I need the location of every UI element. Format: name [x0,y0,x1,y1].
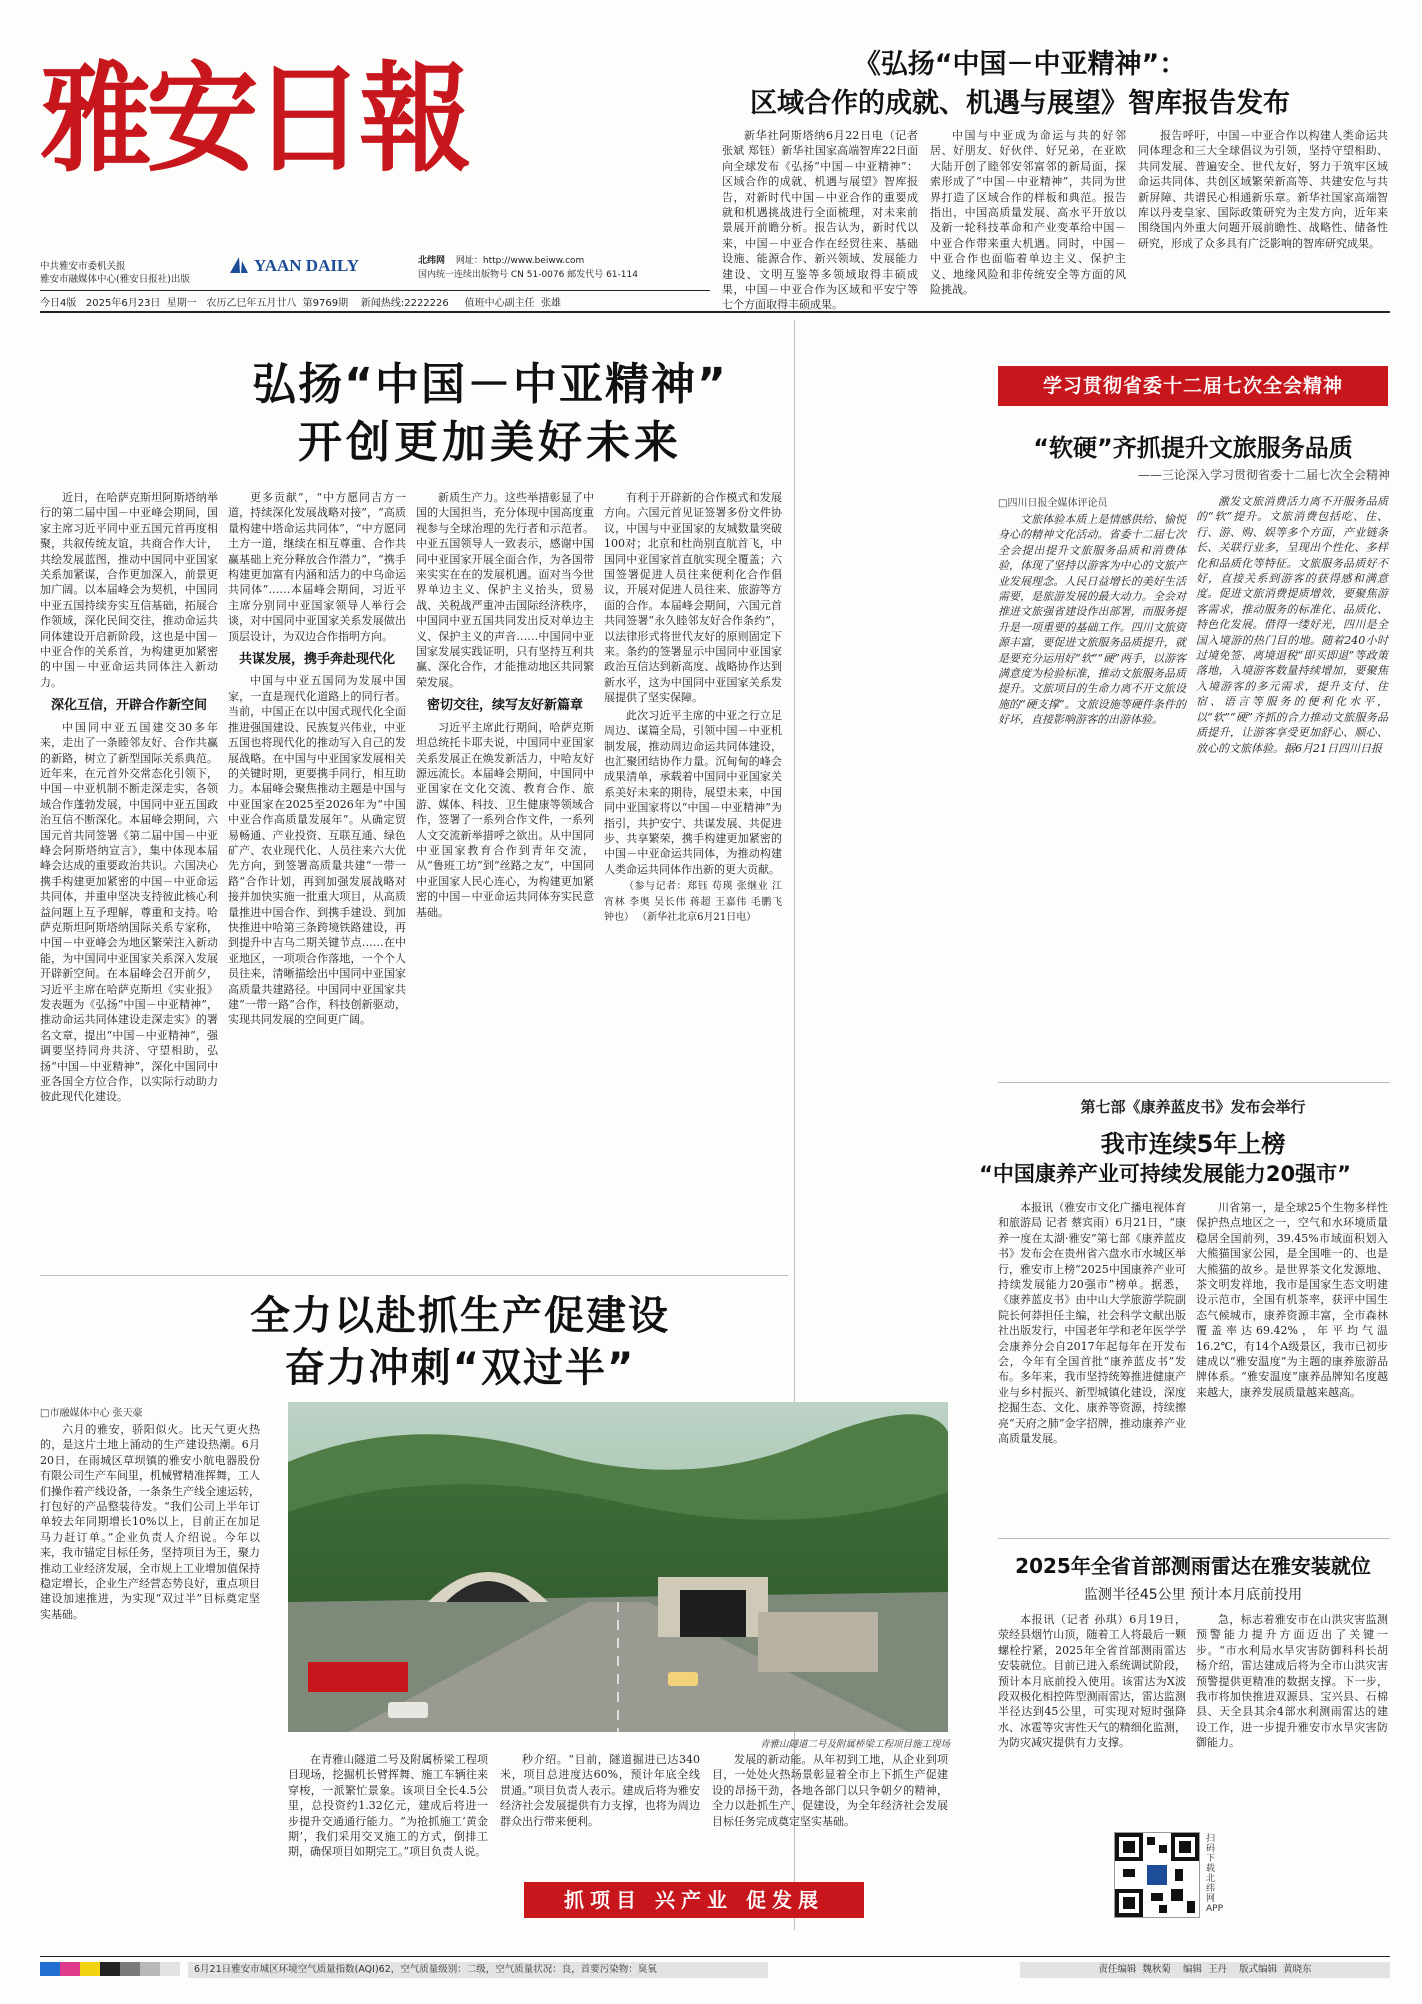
slogan-banner: 抓项目 兴产业 促发展 [524,1882,864,1918]
production-title [120,1290,800,1394]
construction-photo [288,1402,948,1732]
health-title: 我市连续5年上榜 [1100,1130,1286,1158]
production-title-line-1: 全力以赴抓生产促建设 [250,1293,670,1339]
health-col-1: 本报讯（雅安市文化广播电视体育和旅游局 记者 蔡宾雨）6月21日，“康养一度在太湖·雅安”第七部《康养蓝皮书》发布会在贵州省六盘水市水城区举行，雅安市上榜“2025中国康养产业可持续发展能力20强市”榜单。据悉，《康养蓝皮书》由中山大学旅游学院副院长何莽担任主编，社会科学文献出版社出版发行，中国老年学和老年医学学会康养分会自2017年起每年在开发布会，今年有全国首批“康养蓝皮书”发布。多年来，我市坚持统筹推进健康产业与乡村振兴、新型城镇化建设，深度挖掘生态、文化、康养等资源，持续擦亮“天府之肺”金字招牌，推动康养产业高质量发展。 [998,1201,1186,1446]
top-story-col-3: 报告呼吁，中国－中亚合作以构建人类命运共同体理念和三大全球倡议为引领，坚持守望相助、共同发展、普遍安全、世代友好，努力于筑牢区域命运共同体、共创区域繁荣新高等、共建安危与共新屏障、共谱民心相通新乐章。新华社国家高端智库以丹麦皇家、国际政策研究为主发方向，近年来围绕国内外重大问题开展前瞻性、战略性、储备性研究，形成了众多具有广泛影响的智库研究成果。 [1138,129,1388,250]
qr-code[interactable] [1114,1832,1200,1918]
main-col-4: 有利于开辟新的合作模式和发展方向。六国元首见证签署多份文件协议，中国与中亚国家的友城数量突破100对；北京和杜尚别直航首飞，中国同中亚国家首直航实现全覆盖；六国签署促进人员往来便利化合作倡议，开展对促进人员往来、旅游等方面的合作。本届峰会期间，六国元首共同签署“永久睦邻友好合作条约”，以法律形式将世代友好的原则固定下来。条约的签署显示中国同中亚国家政治互信达到新高度、战略协作达到新水平，这为中国同中亚国家关系发展提供了坚实保障。 此次习近平主席的中亚之行立足周边、谋篇全局，引领中国－中亚机制发展，推动周边命运共同体建设，也汇聚团结协作力量。沉甸甸的峰会成果清单，承载着中国同中亚国家关系美好未来的期待，展望未来，中国同中亚国家将以“中国－中亚精神”为指引，共护安宁、共谋发展、共促进步、共享繁荣，携手构建更加紧密的中国－中亚命运共同体，为推动构建人类命运共同体作出新的更大贡献。 （参与记者：郑钰 苟瑛 张继业 江宵林 李奥 吴长伟 蒋超 王嘉伟 毛鹏飞 钟也） （新华社北京6月21日电） [604,490,782,1265]
health-kicker: 第七部《康养蓝皮书》发布会举行 [1080,1098,1306,1116]
radar-subtitle: 监测半径45公里 预计本月底前投用 [1083,1587,1303,1603]
top-title-line-1: 《弘扬“中国－中亚精神”： [853,49,1187,80]
date-rule [40,311,1390,313]
culture-banner: 学习贯彻省委十二届七次全会精神 [998,366,1388,406]
masthead-rule [40,290,710,291]
main-headline [60,356,920,472]
org-line-2: 雅安市融媒体中心(雅安日报社)出版 [40,274,190,285]
main-divider [40,1275,788,1276]
site-label: 北纬网 [418,256,446,266]
photo-caption: 青雅山隧道二号及附属桥梁工程项目施工现场 [759,1739,950,1750]
brand-en: YAAN DAILY [254,256,360,275]
qr-code-icon [1115,1833,1199,1917]
culture-byline: □四川日报全媒体评论员 [998,498,1108,509]
subhead-close-exchanges: 密切交往，续写友好新篇章 [426,698,583,714]
subhead-deepen-trust: 深化互信，开辟合作新空间 [50,698,207,714]
health-title-2: “中国康养产业可持续发展能力20强市” [979,1162,1351,1186]
main-headline-line-1: 弘扬“中国－中亚精神” [252,359,728,410]
site-url[interactable]: 网址：http://www.beiww.com [455,256,585,266]
brand-logo [228,255,359,277]
date-line: 今日4版 2025年6月23日 星期一 农历乙巳年五月廿八 第9769期 新闻热线:2222226 值班中心副主任 张雄 [40,298,562,309]
culture-col-2: 激发文旅消费活力离不开服务品质的“软”提升。文旅消费包括吃、住、行、游、购、娱等多个方面，产业链条长、关联行业多，呈现出个性化、多样化和品质化等特征。文旅服务品质好不好，直接关系到游客的获得感和满意度。促进文旅消费提质增效，要聚焦游客需求，推动服务的标准化、品质化、特色化发展。借得一缕好光，四川是全国入境游的热门目的地。随着240小时过境免签、离境退税“即买即退”等政策落地，入境游客数量持续增加，要聚焦入境游客的多元需求，提升支付、住宿、语言等服务的便利化水平，以“软”“硬”齐抓的合力推动文旅服务品质提升，让游客享受更加舒心、顺心、放心的文旅体验。据6月21日四川日报 [1196,495,1388,755]
main-byline: （参与记者：郑钰 苟瑛 张继业 江宵林 李奥 吴长伟 蒋超 王嘉伟 毛鹏飞 钟也） （新华社北京6月21日电） [604,881,782,923]
sail-icon [228,255,250,277]
site-info [418,254,638,282]
air-quality: 6月21日雅安市城区环境空气质量指数(AQI)62，空气质量级别：二级，空气质量状况：良，首要污染物：臭氧 [188,1962,768,1978]
health-divider [998,1538,1390,1539]
culture-title: “软硬”齐抓提升文旅服务品质 [1033,434,1353,462]
footer-rule [40,1956,1390,1957]
main-col-3: 新质生产力。这些举措彰显了中国的大国担当，充分体现中国高度重视参与全球治理的先行者和示范者。中亚五国领导人一致表示，感谢中国同中亚国家开展全面合作，为各国带来实实在在的发展机遇。面对当今世界单边主义、保护主义抬头，贸易战、关税战严重冲击国际经济秩序，中国同中亚五国共同发出反对单边主义、保护主义的声音……中国同中亚国家发展实践证明，只有坚持互利共赢、深化合作，才能推动地区共同繁荣发展。 密切交往，续写友好新篇章 习近平主席此行期间，哈萨克斯坦总统托卡耶夫说，中国同中亚国家关系发展正在焕发新活力，中哈友好源远流长。本届峰会期间，中国同中亚国家在文化交流、教育合作、旅游、媒体、科技、卫生健康等领域合作，签署了一系列合作文件，一系列人文交流新举措呼之欲出。从中国同中亚国家教育合作到青年交流，从“鲁班工坊”到“丝路之友”，中国同中亚国家人民心连心，为构建更加紧密的中国－中亚命运共同体夯实民意基础。 [416,491,594,919]
subhead-common-development: 共谋发展，携手奔赴现代化 [238,652,395,668]
masthead-org [40,260,190,286]
production-col-1: 六月的雅安，骄阳似火。比天气更火热的，是这片土地上涌动的生产建设热潮。6月20日，在雨城区草坝镇的雅安小航电器股份有限公司生产车间里，机械臂精准挥舞，工人们操作着产线设备，一条条生产线全速运转，打包好的产品整装待发。“我们公司上半年订单较去年同期增长10%以上，目前正在加足马力赶订单。”企业负责人介绍说。今年以来，我市锚定目标任务，坚持项目为王，聚力推动工业经济发展，全市规上工业增加值保持稳定增长，企业生产经营态势良好，重点项目建设加速推进，为实现“双过半”目标奠定坚实基础。 [40,1423,260,1621]
org-line-1: 中共雅安市委机关报 [40,261,126,272]
main-headline-line-2: 开创更加美好未来 [298,417,682,468]
production-col-2: 在青雅山隧道二号及附属桥梁工程项目现场，挖掘机长臂挥舞、施工车辆往来穿梭，一派繁忙景象。该项目全长4.5公里，总投资约1.32亿元，建成后将进一步提升交通通行能力。“为抢抓施工‘黄金期’，我们采用交叉施工的方式，倒排工期，确保项目如期完工。”项目负责人说。 [288,1753,488,1859]
issn: 国内统一连续出版物号 CN 51-0076 邮发代号 61-114 [418,270,638,280]
culture-col-1: 文旅体验本质上是情感供给、愉悦身心的精神文化活动。省委十二届七次全会提出提升文旅服务品质和消费体验，体现了坚持以游客为中心的文旅产业发展理念。人民日益增长的美好生活需要，是旅游发展的最大动力。全会对推进文旅强省建设作出部署，而服务提升是一项重要的基础工作。四川文旅资源丰富，要促进文旅服务品质提升，就是要充分运用好“软”“硬”两手，以游客满意度为检验标准，推动文旅服务品质提升。文旅项目的生命力离不开文旅设施的“硬支撑”。文旅设施等硬件条件的好坏，直接影响游客的出游体验。 [998,513,1186,727]
qr-label: 扫码下载北纬网APP [1206,1834,1224,1914]
radar-title: 2025年全省首部测雨雷达在雅安装就位 [1015,1554,1371,1578]
production-col-4: 发展的新动能。从年初到工地，从企业到项目，一处处火热场景彰显着全市上下抓生产促建设的昂扬干劲，各地各部门以只争朝夕的精神，全力以赴抓生产、促建设，为全年经济社会发展目标任务完成奠定坚实基础。 [712,1753,948,1828]
radar-col-1: 本报讯（记者 孙琪）6月19日，荥经县烟竹山顶，随着工人将最后一颗螺栓拧紧，2025年全省首部测雨雷达安装就位。目前已进入系统调试阶段，预计本月底前投入使用。该雷达为X波段双极化相控阵型测雨雷达，雷达监测半径达到45公里，可实现对短时强降水、冰雹等灾害性天气的精细化监测，为防灾减灾提供有力支撑。 [998,1613,1186,1750]
main-col-2: 更多贡献”，“中方愿同吉方一道，持续深化发展战略对接”，“高质量构建中塔命运共同体”，“中方愿同土方一道，继续在相互尊重、合作共赢基础上充分释放合作潜力”，“携手构建更加富有内涵和活力的中乌命运共同体”……本届峰会期间，习近平主席分别同中亚国家领导人举行会谈，对中国同中亚国家关系发展做出顶层设计，为双边合作指明方向。 共谋发展，携手奔赴现代化 中国与中亚五国同为发展中国家，一直是现代化道路上的同行者。当前，中国正在以中国式现代化全面推进强国建设、民族复兴伟业，中亚五国也将现代化的推动写入自己的发展战略。在中国与中亚国家发展相关的关键时期，更要携手同行，相互助力。本届峰会聚焦推动主题是中国与中亚国家在2025至2026年为“中国中亚合作高质量发展年”。从确定贸易畅通、产业投资、互联互通、绿色矿产、农业现代化、人员往来六大优先方向，到签署高质量共建“一带一路”合作计划，再到加强发展战略对接并加快实施一批重大项目，从高质量推进中国合作、到携手建设、到加快推进中哈第三条跨境铁路建设，再到提升中吉乌二期关键节点……在中亚地区，一项项合作落地，一个个人员往来，清晰描绘出中国同中亚国家高质量共建路径。中国同中亚国家共建“一带一路”合作，科技创新驱动，实现共同发展的空间更广阔。 [228,491,406,1027]
radar-col-2: 急，标志着雅安市在山洪灾害监测预警能力提升方面迈出了关键一步。“市水利局水旱灾害防御科科长胡杨介绍，雷达建成后将为全市山洪灾害预警提供更精准的数据支撑。下一步，我市将加快推进双源县、宝兴县、石棉县、天全县其余4部水利测雨雷达的建设工作，进一步提升雅安市水旱灾害防御能力。 [1196,1613,1388,1750]
production-title-line-2: 奋力冲刺“双过半” [284,1345,636,1391]
top-story-title [640,46,1400,124]
top-story-col-2: 中国与中亚成为命运与共的好邻居、好朋友、好伙伴、好兄弟，在亚欧大陆开创了睦邻安邻富邻的新局面，探索形成了“中国－中亚精神”，共同为世界打造了区域合作的样板和典范。报告指出，中国高质量发展、高水平开放以及新一轮科技革命和产业变革给中国－中亚合作带来重大机遇。同时，中国－中亚合作也面临着单边主义、保护主义、地缘风险和非传统安全等方面的风险挑战。 [930,129,1126,297]
masthead-title: 雅安日報 [40,49,466,188]
main-col-1: 近日，在哈萨克斯坦阿斯塔纳举行的第二届中国－中亚峰会期间，国家主席习近平同中亚五国元首再度相聚，共叙传统友谊，共商合作大计，共绘发展蓝图，推动中国同中亚国家关系加紧谋，合作更加深入，前景更加广阔。以本届峰会为契机，中国同中亚五国持续夯实互信基础，拓展合作领域，深化民间交往，推动命运共同体建设开启新阶段，这也是中国－中亚合作的关系首，为构建更加紧密的中国－中亚命运共同体注入新动力。 深化互信，开辟合作新空间 中国同中亚五国建交30多年来，走出了一条睦邻友好、合作共赢的新路，树立了新型国际关系典范。近年来，在元首外交常态化引领下，中国－中亚机制不断走深走实，各领域合作蓬勃发展，中国同中亚五国政治互信不断深化。本届峰会期间，六国元首共同签署《第二届中国－中亚峰会阿斯塔纳宣言》，集中体现本届峰会达成的重要政治共识。六国决心携手构建更加紧密的中国－中亚命运共同体，并重申坚决支持彼此核心利益问题上互予理解，尊重和支持。哈萨克斯坦阿斯塔纳国际关系专家称，中国－中亚峰会为地区繁荣注入新动能，为中国同中亚国家关系深入发展开辟新空间。在本届峰会召开前夕，习近平主席在哈萨克斯坦《实业报》发表题为《弘扬“中国－中亚精神”，推动命运共同体建设走深走实》的署名文章，提出“中国－中亚精神”，强调要坚持同舟共济、守望相助，弘扬“中国－中亚精神”，深化中国同中亚各国全方位合作，以实际行动助力彼此现代化建设。 [40,491,218,1104]
production-byline: □市融媒体中心 张天豪 [40,1408,143,1419]
culture-divider [998,1082,1390,1083]
top-title-line-2: 区域合作的成就、机遇与展望》智库报告发布 [750,88,1290,119]
top-story-col-1: 新华社阿斯塔纳6月22日电（记者张斌 郑钰）新华社国家高端智库22日面向全球发布《弘扬“中国－中亚精神”：区域合作的成就、机遇与展望》智库报告，对新时代中国－中亚合作的重要成就和机遇挑战进行全面梳理，对未来前景展开前瞻分析。报告认为，新时代以来，中国－中亚合作在经贸往来、基础设施、能源合作、新兴领域、发展能力建设、文明互鉴等多领域取得丰硕成果，中国－中亚合作为区域和平安宁等七个方面取得丰硕成果。 [722,129,918,312]
production-col-3: 秒介绍。“目前，隧道掘进已达340米，项目总进度达60%，预计年底全线贯通。”项目负责人表示。建成后将为雅安经济社会发展提供有力支撑，也将为周边群众出行带来便利。 [500,1753,700,1828]
tunnel-construction-image [288,1402,948,1732]
health-col-2: 川省第一，是全球25个生物多样性保护热点地区之一，空气和水环境质量稳居全国前列，39.45%市域面积划入大熊猫国家公园，是全国唯一的、也是大熊猫的故乡。是世界茶文化发源地、茶文明发祥地，我市是国家生态文明建设示范市，全国有机茶率，获评中国生态气候城市，康养资源丰富，全市森林覆盖率达69.42%，年平均气温16.2℃，有14个A级景区，我市已初步建成以“雅安温度”为主题的康养旅游品牌体系。“雅安温度”康养品牌知名度越来越大，康养发展质量越来越高。 [1196,1201,1388,1399]
culture-subtitle: ——三论深入学习贯彻省委十二届七次全会精神 [1137,468,1390,482]
footer-colorbar [40,1962,180,1976]
footer-editors: 责任编辑 魏秋菊 编辑 王丹 版式编辑 黄晓东 [1020,1962,1390,1978]
